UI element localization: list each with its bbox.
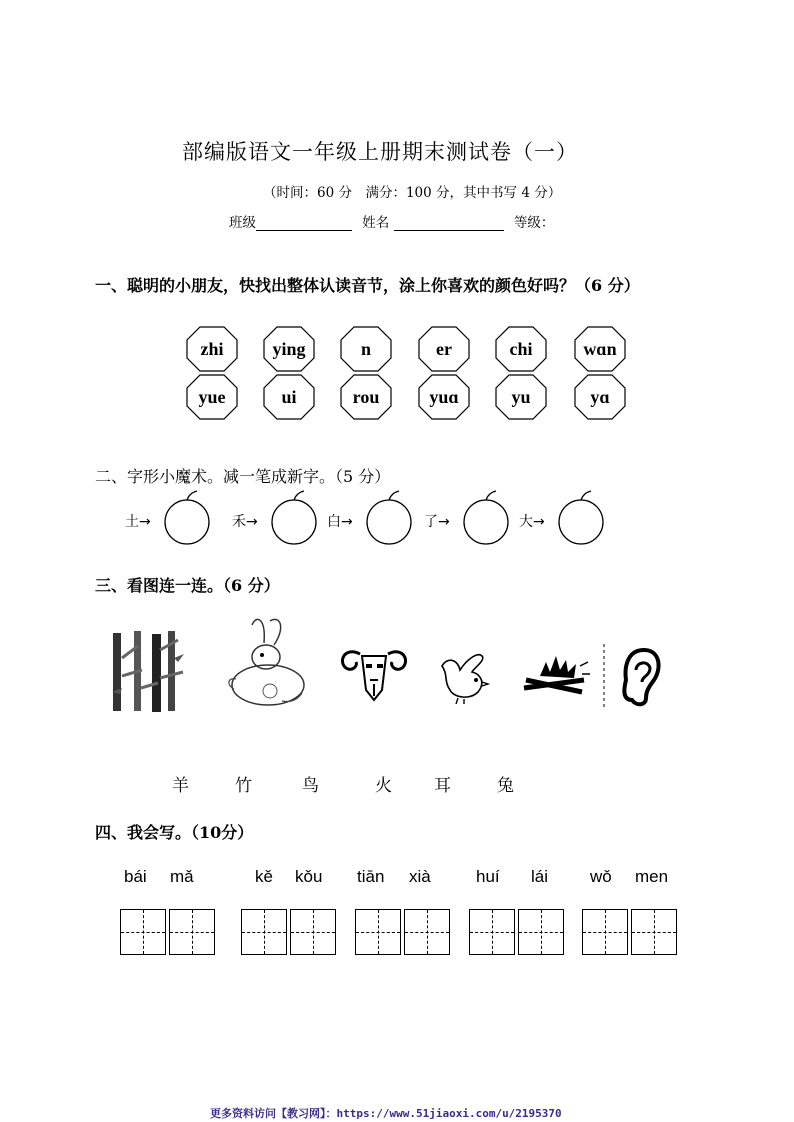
apple-answer-box[interactable] <box>270 490 326 546</box>
syllable-octagon[interactable] <box>495 326 547 372</box>
syllable-octagon[interactable] <box>186 326 238 372</box>
syllable-octagon[interactable] <box>495 374 547 420</box>
name-blank[interactable] <box>394 230 504 231</box>
pinyin-label: bái <box>124 867 147 886</box>
pinyin-label: men <box>635 867 669 886</box>
answer-char[interactable]: 耳 <box>434 776 451 796</box>
answer-char[interactable]: 兔 <box>497 776 514 796</box>
syllable-text: er <box>436 339 452 359</box>
goat-picture[interactable] <box>336 640 412 702</box>
pinyin-label: mǎ <box>170 867 194 886</box>
writing-cell[interactable] <box>355 909 401 955</box>
writing-cell[interactable] <box>404 909 450 955</box>
syllable-text: n <box>360 339 371 359</box>
pinyin-label: tiān <box>357 867 385 886</box>
pinyin-label: wǒ <box>590 867 612 886</box>
student-info-line <box>229 211 554 231</box>
bird-picture[interactable] <box>434 646 494 704</box>
answer-char[interactable]: 竹 <box>235 776 252 796</box>
writing-cell[interactable] <box>241 909 287 955</box>
syllable-text: yɑ <box>590 387 610 407</box>
syllable-octagon[interactable] <box>263 326 315 372</box>
rabbit-picture[interactable] <box>222 615 322 711</box>
apple-answer-box[interactable] <box>557 490 613 546</box>
answer-char[interactable]: 鸟 <box>302 776 319 796</box>
writing-cell[interactable] <box>120 909 166 955</box>
writing-cell[interactable] <box>518 909 564 955</box>
section1-heading: 一、聪明的小朋友，快找出整体认读音节，涂上你喜欢的颜色好吗？（6 分） <box>95 276 640 295</box>
pinyin-label: kě <box>255 867 273 886</box>
section4-heading: 四、我会写。（10分） <box>95 823 254 842</box>
syllable-octagon[interactable] <box>340 374 392 420</box>
footer-link[interactable]: 更多资料访问【教习网】：https://www.51jiaoxi.com/u/2195370 <box>210 1107 562 1120</box>
syllable-text: yu <box>511 387 531 407</box>
syllable-octagon[interactable] <box>574 374 626 420</box>
section2-heading: 二、字形小魔术。减一笔成新字。（5 分） <box>95 467 391 486</box>
pinyin-label: lái <box>531 867 549 886</box>
apple-answer-box[interactable] <box>462 490 518 546</box>
section3-heading: 三、看图连一连。（6 分） <box>95 576 280 595</box>
writing-cell[interactable] <box>582 909 628 955</box>
ear-picture[interactable] <box>602 640 672 712</box>
fire-picture[interactable] <box>520 652 592 696</box>
answer-char[interactable]: 羊 <box>172 776 189 796</box>
syllable-octagon[interactable] <box>574 326 626 372</box>
stroke-item-label: 了→ <box>424 514 450 530</box>
class-blank[interactable] <box>256 230 352 231</box>
stroke-item-label: 土→ <box>125 514 151 530</box>
syllable-octagon[interactable] <box>340 326 392 372</box>
apple-answer-box[interactable] <box>365 490 421 546</box>
page-title: 部编版语文一年级上册期末测试卷（一） <box>182 140 578 164</box>
writing-cell[interactable] <box>169 909 215 955</box>
syllable-text: ying <box>272 339 306 359</box>
syllable-text: zhi <box>200 339 224 359</box>
pinyin-label: kǒu <box>295 867 323 886</box>
bamboo-picture[interactable] <box>108 628 188 712</box>
syllable-text: yuɑ <box>429 387 459 407</box>
writing-cell[interactable] <box>469 909 515 955</box>
writing-cell[interactable] <box>290 909 336 955</box>
syllable-text: chi <box>509 339 533 359</box>
exam-subtitle: （时间：60 分 满分：100 分，其中书写 4 分） <box>263 185 562 201</box>
grade-label: 等级： <box>513 215 555 231</box>
name-label: 姓名 <box>362 215 390 231</box>
syllable-text: ui <box>281 387 297 407</box>
syllable-octagon[interactable] <box>418 326 470 372</box>
syllable-octagon[interactable] <box>186 374 238 420</box>
stroke-item-label: 大→ <box>519 514 545 530</box>
syllable-text: wɑn <box>583 339 617 359</box>
answer-char[interactable]: 火 <box>375 776 392 796</box>
writing-cell[interactable] <box>631 909 677 955</box>
syllable-octagon[interactable] <box>418 374 470 420</box>
pinyin-label: xià <box>409 867 431 886</box>
syllable-octagon[interactable] <box>263 374 315 420</box>
pinyin-label: huí <box>476 867 500 886</box>
syllable-text: rou <box>352 387 380 407</box>
stroke-item-label: 白→ <box>327 514 353 530</box>
class-label: 班级 <box>229 215 256 231</box>
stroke-item-label: 禾→ <box>232 514 258 530</box>
apple-answer-box[interactable] <box>163 490 219 546</box>
syllable-text: yue <box>198 387 226 407</box>
